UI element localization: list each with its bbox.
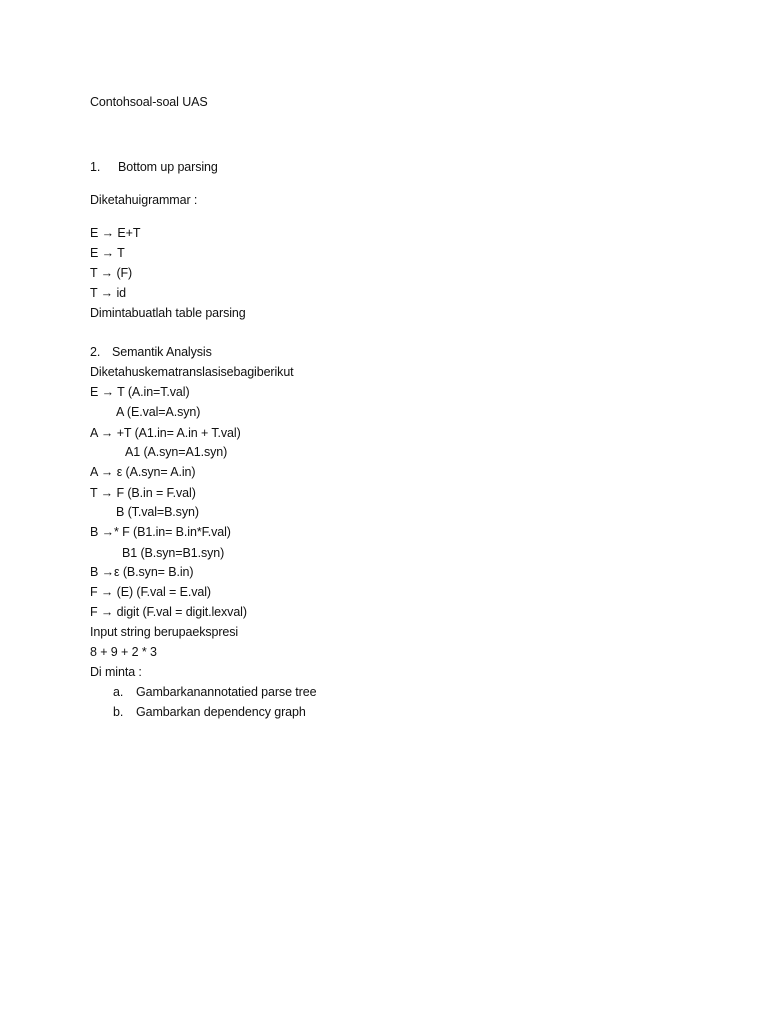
q1-number: 1.	[90, 160, 101, 174]
translation-rule: A1 (A.syn=A1.syn)	[125, 445, 228, 459]
translation-rule: A (E.val=A.syn)	[116, 405, 201, 419]
task-text: Gambarkanannotatied parse tree	[136, 685, 317, 699]
translation-rule: F → (E) (F.val = E.val)	[90, 585, 211, 599]
translation-rule: B (T.val=B.syn)	[116, 505, 199, 519]
translation-rule: B →ε (B.syn= B.in)	[90, 565, 194, 579]
q2-intro: Diketahuskematranslasisebagiberikut	[90, 365, 294, 379]
translation-rule: B →* F (B1.in= B.in*F.val)	[90, 525, 231, 539]
grammar-rule: T → id	[90, 286, 126, 300]
task-marker: b.	[113, 705, 124, 719]
translation-rule: T → F (B.in = F.val)	[90, 486, 196, 500]
translation-rule: B1 (B.syn=B1.syn)	[122, 546, 225, 560]
grammar-rule: T → (F)	[90, 266, 133, 280]
translation-rule: F → digit (F.val = digit.lexval)	[90, 605, 247, 619]
q2-heading: Semantik Analysis	[112, 345, 212, 359]
input-label: Input string berupaekspresi	[90, 625, 239, 639]
q1-request: Dimintabuatlah table parsing	[90, 306, 246, 320]
grammar-rule: E → E+T	[90, 226, 141, 240]
q1-intro: Diketahuigrammar :	[90, 193, 198, 207]
input-expression: 8 + 9 + 2 * 3	[90, 645, 157, 659]
task-text: Gambarkan dependency graph	[136, 705, 306, 719]
q1-heading: Bottom up parsing	[118, 160, 218, 174]
task-marker: a.	[113, 685, 124, 699]
translation-rule: A → +T (A1.in= A.in + T.val)	[90, 426, 241, 440]
document-title: Contohsoal-soal UAS	[90, 95, 208, 109]
grammar-rule: E → T	[90, 246, 125, 260]
translation-rule: E → T (A.in=T.val)	[90, 385, 190, 399]
q2-number: 2.	[90, 345, 101, 359]
request-label: Di minta :	[90, 665, 142, 679]
translation-rule: A → ε (A.syn= A.in)	[90, 465, 196, 479]
